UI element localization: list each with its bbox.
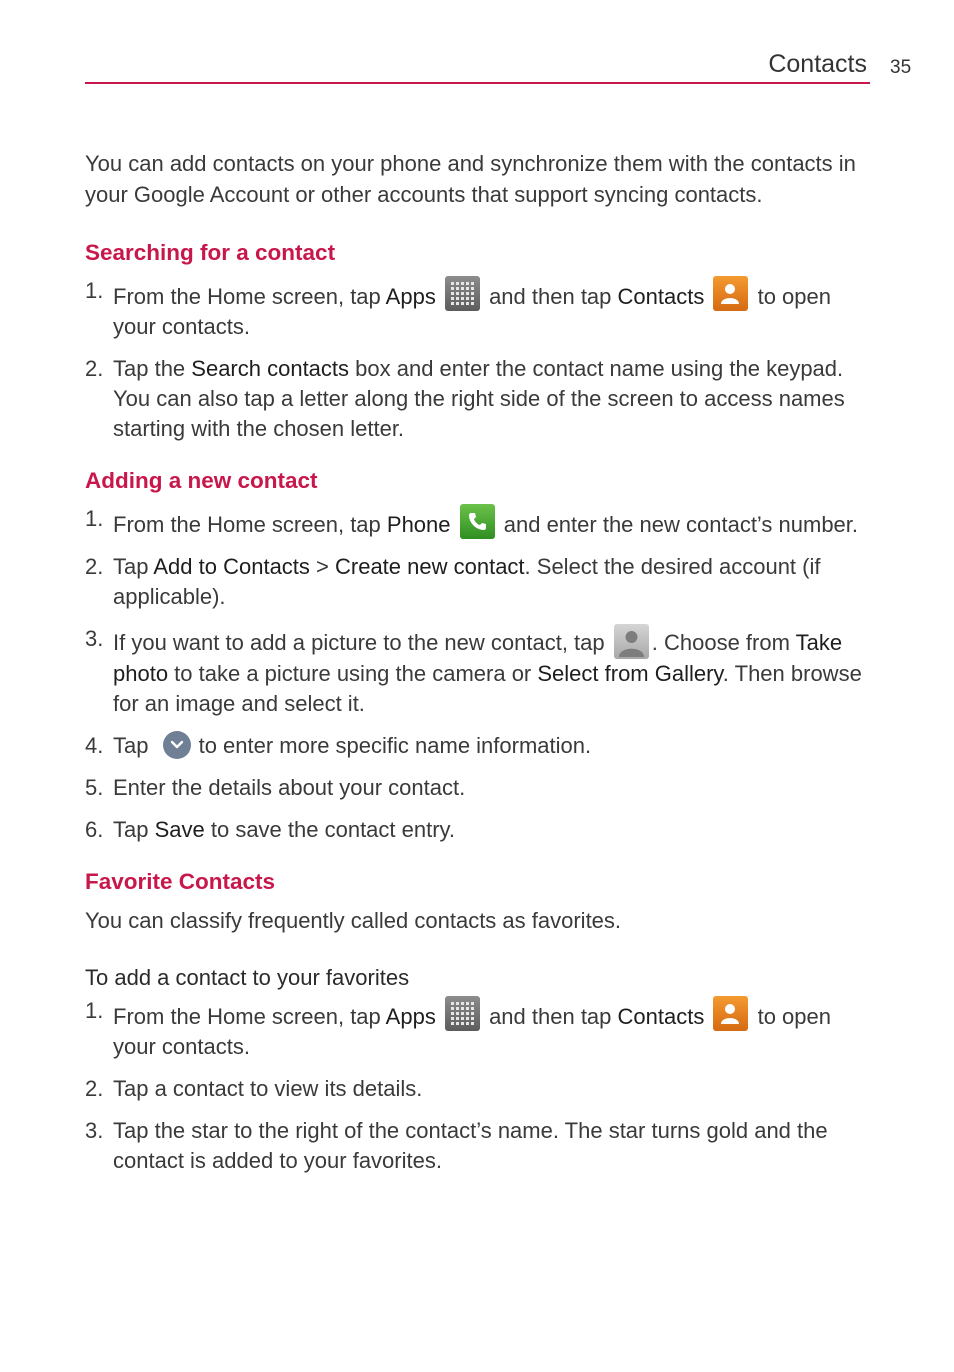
step-text: From the Home screen, tap — [113, 284, 386, 309]
step-text: Tap a contact to view its details. — [113, 1076, 423, 1101]
header-title: Contacts — [768, 50, 867, 78]
list-item — [85, 996, 875, 1062]
list-item — [85, 552, 875, 612]
list-item — [85, 624, 875, 719]
list-item — [85, 731, 875, 761]
step-text: to open your contacts. — [113, 1004, 831, 1059]
intro-paragraph: You can add contacts on your phone and synchronize them with the contacts in your Google Account or other accounts that support syncing contacts. — [85, 151, 856, 207]
expand-chevron-icon — [163, 731, 191, 759]
step-number: 2. — [85, 1076, 104, 1101]
step-text: to open your contacts. — [113, 284, 831, 339]
step-number: 2. — [85, 356, 104, 381]
step-text: . Select the desired account (if applicable). — [113, 554, 821, 609]
step-number: 1. — [85, 506, 104, 531]
step-text: and enter the new contact’s number. — [497, 512, 859, 537]
step-number: 2. — [85, 554, 104, 579]
step-text: Enter the details about your contact. — [113, 775, 466, 800]
step-text: From the Home screen, tap — [113, 1004, 386, 1029]
ui-label-take-photo: Take photo — [113, 630, 843, 686]
steps-adding — [85, 504, 875, 845]
step-text: From the Home screen, tap — [113, 512, 387, 537]
heading-favorites: Favorite Contacts — [85, 869, 276, 894]
contacts-icon — [713, 276, 748, 311]
list-item — [85, 815, 875, 845]
ui-label-apps: Apps — [385, 1004, 436, 1029]
step-text: . Choose from — [651, 630, 796, 655]
step-text: Tap the — [113, 356, 192, 381]
step-number: 1. — [85, 278, 104, 303]
steps-favorites — [85, 996, 875, 1176]
contact-photo-icon — [614, 624, 649, 659]
section-adding — [85, 466, 875, 845]
page-header — [85, 48, 870, 84]
step-number: 3. — [85, 626, 104, 651]
page-number: 35 — [890, 57, 912, 78]
page-content — [85, 148, 875, 1198]
section-searching — [85, 238, 875, 444]
list-item — [85, 1074, 875, 1104]
step-text: Tap — [113, 733, 155, 758]
step-text: Tap — [113, 554, 154, 579]
heading-searching: Searching for a contact — [85, 240, 336, 265]
step-number: 4. — [85, 733, 104, 758]
step-number: 3. — [85, 1118, 104, 1143]
list-item — [85, 276, 875, 342]
step-text: and then tap — [482, 284, 618, 309]
phone-icon — [460, 504, 495, 539]
step-text: Tap — [113, 817, 155, 842]
step-number: 1. — [85, 998, 104, 1023]
subheading-add-favorites: To add a contact to your favorites — [85, 965, 410, 990]
step-text: Tap the star to the right of the contact’s name. The star turns gold and the contact is added to your favorites. — [113, 1118, 828, 1173]
list-item — [85, 354, 875, 444]
step-number: 5. — [85, 775, 104, 800]
ui-label-phone: Phone — [386, 512, 451, 537]
apps-grid-icon — [445, 276, 480, 311]
step-text: to enter more specific name information. — [198, 733, 592, 758]
ui-label-save: Save — [154, 817, 205, 842]
step-text: and then tap — [482, 1004, 618, 1029]
step-text: to save the contact entry. — [204, 817, 456, 842]
list-item — [85, 773, 875, 803]
ui-label-create-new-contact: Create new contact — [335, 554, 525, 579]
favorites-intro: You can classify frequently called contacts as favorites. — [85, 908, 622, 933]
ui-label-add-to-contacts: Add to Contacts — [153, 554, 310, 579]
contacts-icon — [713, 996, 748, 1031]
section-favorites — [85, 867, 875, 1176]
ui-label-apps: Apps — [385, 284, 436, 309]
heading-adding: Adding a new contact — [85, 468, 318, 493]
step-text: > — [309, 554, 335, 579]
apps-grid-icon — [445, 996, 480, 1031]
step-number: 6. — [85, 817, 104, 842]
step-text: to take a picture using the camera or — [168, 661, 538, 686]
step-text: box and enter the contact name using the keypad. You can also tap a letter along the right side of the screen to access names starting with the chosen letter. — [113, 356, 845, 441]
ui-label-contacts: Contacts — [617, 1004, 705, 1029]
ui-label-search-contacts: Search contacts — [191, 356, 350, 381]
step-text: If you want to add a picture to the new contact, tap — [113, 630, 611, 655]
ui-label-select-from-gallery: Select from Gallery — [537, 661, 723, 686]
ui-label-contacts: Contacts — [617, 284, 705, 309]
list-item — [85, 1116, 875, 1176]
list-item — [85, 504, 875, 540]
steps-searching — [85, 276, 875, 444]
step-text: . Then browse for an image and select it. — [113, 661, 862, 716]
